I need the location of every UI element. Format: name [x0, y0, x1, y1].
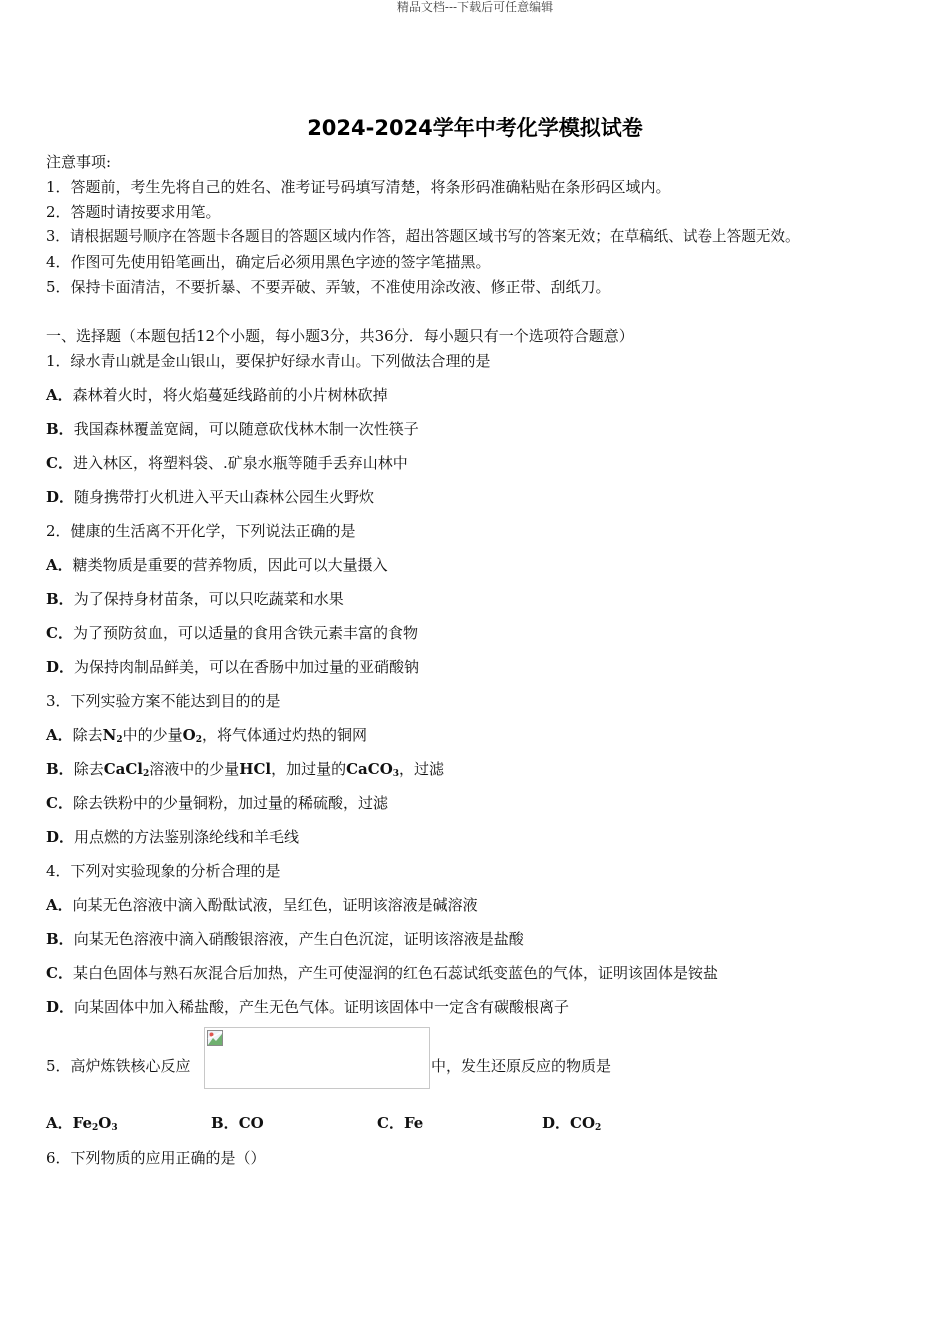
section-heading: 一、选择题（本题包括12个小题，每小题3分，共36分．每小题只有一个选项符合题意）: [46, 327, 634, 345]
question-1-option-a: [46, 385, 388, 405]
reaction-equation-image: [204, 1027, 430, 1089]
option-text: 中的少量: [122, 726, 183, 744]
question-5-stem-post: 中，发生还原反应的物质是: [431, 1057, 612, 1075]
option-letter: A．: [46, 896, 73, 914]
question-4-option-a: [46, 895, 478, 915]
option-text: ，将气体通过灼热的铜网: [202, 726, 368, 744]
notice-heading: 注意事项:: [46, 153, 112, 171]
option-letter: A．: [46, 556, 73, 574]
option-letter: B．: [46, 760, 74, 778]
option-text: 我国森林覆盖宽阔，可以随意砍伐林木制一次性筷子: [73, 420, 419, 438]
option-letter: D．: [46, 658, 75, 676]
option-text: ，加过量的: [271, 760, 347, 778]
question-3-option-c: [46, 793, 388, 813]
notice-item-2: 2．答题时请按要求用笔。: [46, 203, 221, 221]
header-watermark: 精品文档---下载后可任意编辑: [396, 0, 554, 14]
option-text: 向某无色溶液中滴入酚酞试液，呈红色，证明该溶液是碱溶液: [72, 896, 478, 914]
formula-cacl2: CaCl$_2$: [103, 760, 150, 779]
notice-item-1: 1．答题前，考生先将自己的姓名、准考证号码填写清楚，将条形码准确粘贴在条形码区域内。: [46, 178, 671, 196]
question-6-stem: 6．下列物质的应用正确的是（）: [46, 1149, 266, 1167]
question-5-option-a: [46, 1113, 118, 1138]
option-letter: D．: [46, 998, 75, 1016]
formula-fe2o3: $Fe_2O_3$: [72, 1114, 118, 1133]
formula-o2: $O_2$: [182, 726, 202, 745]
option-text: 某白色固体与熟石灰混合后加热，产生可使湿润的红色石蕊试纸变蓝色的气体，证明该固体是铵盐: [72, 964, 718, 982]
option-letter: B．: [46, 420, 74, 438]
question-3-option-a: [46, 725, 367, 750]
question-3-stem: 3．下列实验方案不能达到目的的是: [46, 692, 281, 710]
question-2-option-b: [46, 589, 344, 609]
question-5-option-d: [542, 1113, 601, 1138]
question-2-option-c: [46, 623, 418, 643]
option-text: 向某固体中加入稀盐酸，产生无色气体。证明该固体中一定含有碳酸根离子: [74, 998, 570, 1016]
option-text: ，过滤: [399, 760, 445, 778]
option-text: 随身携带打火机进入平天山森林公园生火野炊: [74, 488, 375, 506]
option-text: 用点燃的方法鉴别涤纶线和羊毛线: [74, 828, 300, 846]
formula-fe: Fe: [403, 1114, 424, 1132]
option-letter: D．: [46, 828, 75, 846]
question-4-stem: 4．下列对实验现象的分析合理的是: [46, 862, 281, 880]
option-letter: A．: [46, 1114, 73, 1132]
formula-caco3: CaCO$_3$: [346, 760, 400, 779]
formula-n2: $N_2$: [102, 726, 123, 745]
option-text: 溶液中的少量: [149, 760, 240, 778]
option-letter: B．: [211, 1114, 239, 1132]
notice-item-3: 3．请根据题号顺序在答题卡各题目的答题区域内作答，超出答题区域书写的答案无效；在草稿纸、试卷上答题无效。: [46, 228, 800, 245]
option-text: 向某无色溶液中滴入硝酸银溶液，产生白色沉淀，证明该溶液是盐酸: [73, 930, 524, 948]
notice-item-4: 4．作图可先使用铅笔画出，确定后必须用黑色字迹的签字笔描黑。: [46, 253, 491, 271]
option-text: 除去: [72, 726, 103, 744]
question-2-option-d: [46, 657, 419, 677]
formula-hcl: HCl: [239, 760, 272, 778]
option-letter: B．: [46, 590, 74, 608]
option-letter: A．: [46, 386, 73, 404]
question-1-option-c: [46, 453, 408, 473]
page-title: 2024-2024学年中考化学模拟试卷: [307, 116, 643, 140]
formula-co: CO: [238, 1114, 264, 1132]
question-3-option-b: [46, 759, 444, 784]
question-1-stem: 1．绿水青山就是金山银山，要保护好绿水青山。下列做法合理的是: [46, 352, 491, 370]
question-4-option-d: [46, 997, 569, 1017]
option-text: 除去铁粉中的少量铜粉，加过量的稀硫酸，过滤: [72, 794, 388, 812]
question-4-option-c: [46, 963, 718, 983]
question-5-stem-pre: 5．高炉炼铁核心反应: [46, 1057, 191, 1075]
option-text: 为了预防贫血，可以适量的食用含铁元素丰富的食物: [72, 624, 418, 642]
option-letter: A．: [46, 726, 73, 744]
question-1-option-b: [46, 419, 419, 439]
option-text: 森林着火时，将火焰蔓延线路前的小片树林砍掉: [72, 386, 388, 404]
question-2-option-a: [46, 555, 388, 575]
question-5-option-c: [377, 1113, 423, 1133]
formula-co2: $CO_2$: [570, 1114, 602, 1133]
option-text: 进入林区，将塑料袋、.矿泉水瓶等随手丢弃山林中: [72, 454, 408, 472]
option-letter: D．: [542, 1114, 571, 1132]
option-text: 除去: [73, 760, 104, 778]
option-letter: C．: [46, 454, 73, 472]
notice-item-5: 5．保持卡面清洁，不要折暴、不要弄破、弄皱，不准使用涂改液、修正带、刮纸刀。: [46, 278, 611, 296]
question-4-option-b: [46, 929, 524, 949]
option-letter: B．: [46, 930, 74, 948]
question-5-option-b: [211, 1113, 264, 1133]
option-letter: C．: [46, 794, 73, 812]
option-text: 为了保持身材苗条，可以只吃蔬菜和水果: [73, 590, 344, 608]
option-letter: C．: [46, 624, 73, 642]
question-2-stem: 2．健康的生活离不开化学，下列说法正确的是: [46, 522, 356, 540]
option-letter: C．: [46, 964, 73, 982]
option-text: 糖类物质是重要的营养物质，因此可以大量摄入: [72, 556, 388, 574]
question-1-option-d: [46, 487, 374, 507]
broken-image-icon: [207, 1030, 223, 1046]
option-letter: D．: [46, 488, 75, 506]
question-3-option-d: [46, 827, 299, 847]
option-text: 为保持肉制品鲜美，可以在香肠中加过量的亚硝酸钠: [74, 658, 420, 676]
option-letter: C．: [377, 1114, 404, 1132]
